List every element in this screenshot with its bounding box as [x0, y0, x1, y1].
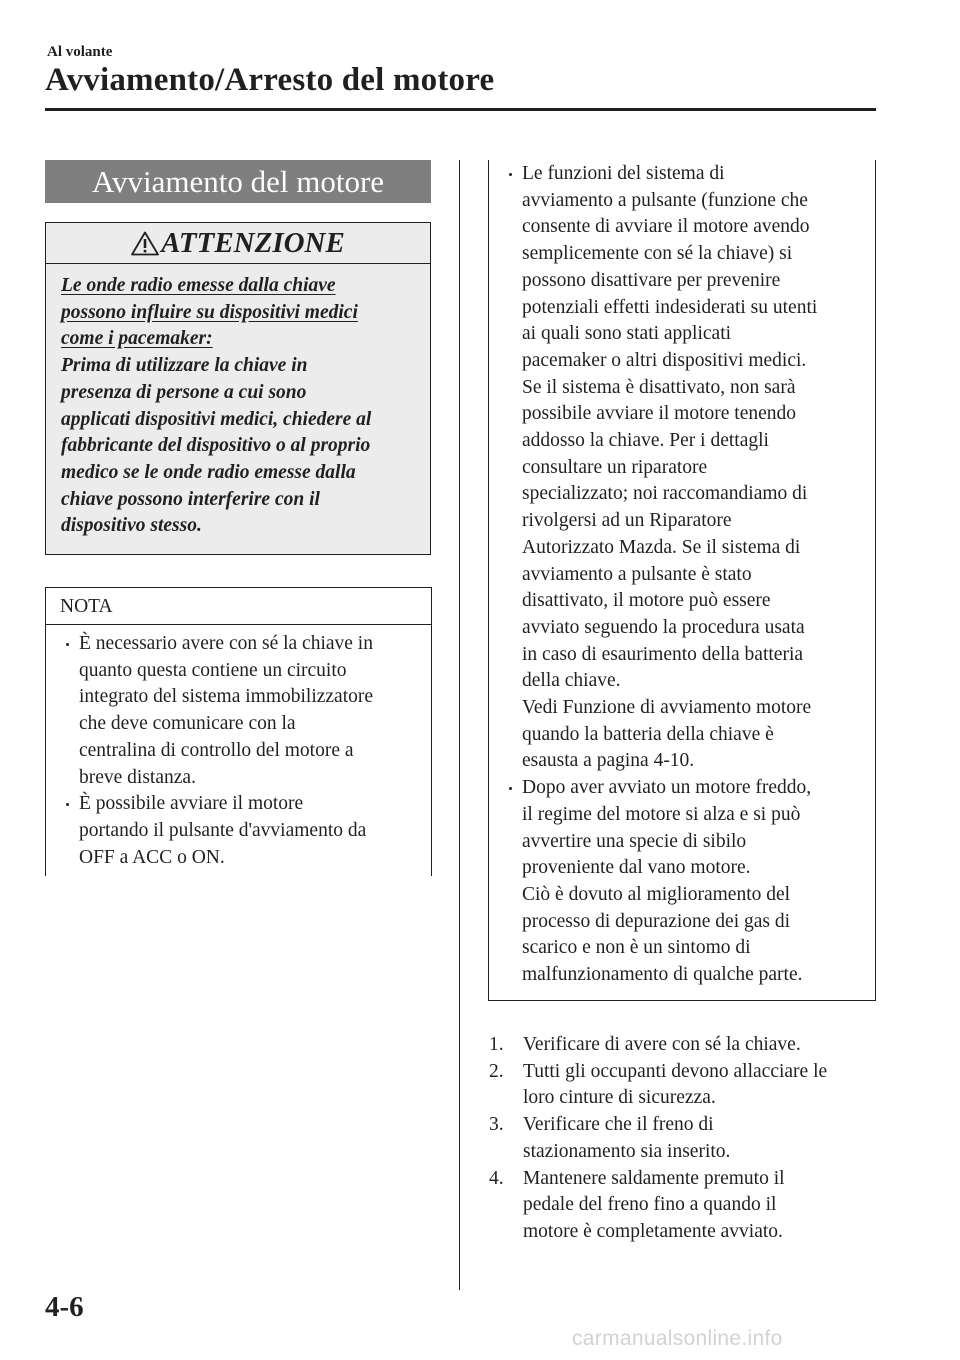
note-heading: [46, 588, 431, 625]
list-line: esausta a pagina 4-10.: [522, 750, 695, 772]
step-line: motore è completamente avviato.: [523, 1220, 783, 1242]
list-line: possibile avviare il motore tenendo: [522, 403, 797, 425]
warning-triangle-icon: [131, 231, 159, 256]
warning-line: Le onde radio emesse dalla chiave: [61, 275, 336, 296]
list-line: che deve comunicare con la: [79, 713, 296, 735]
step-line: pedale del freno fino a quando il: [523, 1194, 777, 1216]
list-line: possono disattivare per prevenire: [522, 269, 781, 291]
step-line: Verificare di avere con sé la chiave.: [523, 1034, 801, 1055]
list-line: integrato del sistema immobilizzatore: [79, 686, 374, 708]
warning-line: dispositivo stesso.: [61, 515, 202, 537]
warning-heading: [46, 223, 430, 264]
step-item: [489, 1166, 879, 1246]
step-number: 1.: [489, 1034, 504, 1055]
list-item: [493, 775, 871, 989]
warning-line: Prima di utilizzare la chiave in: [61, 355, 308, 377]
list-line: pacemaker o altri dispositivi medici.: [522, 349, 807, 371]
warning-line: presenza di persone a cui sono: [61, 381, 307, 403]
list-line: consultare un riparatore: [522, 456, 708, 478]
list-item: [493, 161, 871, 775]
page-number: 4-6: [45, 1291, 84, 1323]
chapter-label: Al volante: [47, 44, 113, 60]
list-line: È possibile avviare il motore: [79, 793, 304, 815]
list-line: avviamento a pulsante (funzione che: [522, 189, 808, 211]
note-box-continued: [488, 160, 876, 1001]
list-line: disattivato, il motore può essere: [522, 590, 771, 612]
list-line: Se il sistema è disattivato, non sarà: [522, 376, 796, 398]
list-line: avviato seguendo la procedura usata: [522, 616, 805, 638]
column-divider: [459, 160, 460, 1290]
list-line: OFF a ACC o ON.: [79, 846, 225, 868]
list-line: breve distanza.: [79, 766, 196, 788]
list-line: centralina di controllo del motore a: [79, 739, 354, 761]
warning-line: applicati dispositivi medici, chiedere al: [61, 408, 372, 430]
list-line: Dopo aver avviato un motore freddo,: [522, 777, 812, 799]
step-line: loro cinture di sicurezza.: [523, 1087, 716, 1109]
list-line: potenziali effetti indesiderati su utenti: [522, 296, 818, 318]
procedure-steps: [489, 1032, 879, 1246]
step-number: 4.: [489, 1167, 504, 1189]
list-line: portando il pulsante d'avviamento da: [79, 819, 367, 841]
list-item: [50, 631, 426, 791]
list-line: È necessario avere con sé la chiave in: [79, 633, 373, 654]
step-item: [489, 1032, 879, 1059]
list-line: Autorizzato Mazda. Se il sistema di: [522, 536, 801, 558]
list-line: quanto questa contiene un circuito: [79, 659, 347, 681]
list-line: addosso la chiave. Per i dettagli: [522, 430, 769, 452]
list-line: Ciò è dovuto al miglioramento del: [522, 883, 791, 905]
warning-heading-text: ATTENZIONE: [161, 227, 345, 259]
list-line: il regime del motore si alza e si può: [522, 803, 801, 825]
note-box: [45, 587, 432, 876]
step-line: Verificare che il freno di: [523, 1114, 714, 1136]
list-line: malfunzionamento di qualche parte.: [522, 964, 803, 986]
list-line: semplicemente con sé la chiave) si: [522, 243, 793, 265]
step-number: 3.: [489, 1114, 504, 1136]
page-title: Avviamento/Arresto del motore: [45, 62, 495, 98]
step-line: Tutti gli occupanti devono allacciare le: [523, 1060, 828, 1082]
list-item: [50, 791, 426, 871]
list-line: della chiave.: [522, 670, 621, 692]
list-line: in caso di esaurimento della batteria: [522, 643, 804, 665]
warning-line: chiave possono interferire con il: [61, 488, 320, 510]
warning-line: possono influire su dispositivi medici: [61, 301, 358, 323]
warning-line: medico se le onde radio emesse dalla: [61, 461, 356, 483]
warning-line: fabbricante del dispositivo o al proprio: [61, 435, 371, 457]
step-line: stazionamento sia inserito.: [523, 1140, 731, 1162]
watermark: carmanualsonline.info: [572, 1327, 783, 1350]
list-line: avvertire una specie di sibilo: [522, 830, 747, 852]
note-list: [493, 161, 871, 989]
list-line: avviamento a pulsante è stato: [522, 563, 752, 585]
note-list: [50, 631, 426, 871]
list-line: rivolgersi ad un Riparatore: [522, 510, 732, 532]
warning-line: come i pacemaker:: [61, 328, 213, 350]
list-line: Vedi Funzione di avviamento motore: [522, 697, 812, 719]
list-line: Le funzioni del sistema di: [522, 163, 725, 184]
warning-text: [61, 273, 423, 540]
step-item: [489, 1059, 879, 1112]
step-line: Mantenere saldamente premuto il: [523, 1167, 785, 1189]
header-divider: [45, 108, 876, 111]
section-title: Avviamento del motore: [45, 160, 431, 203]
step-number: 2.: [489, 1060, 504, 1082]
step-item: [489, 1112, 879, 1165]
list-line: proveniente dal vano motore.: [522, 857, 751, 879]
list-line: processo di depurazione dei gas di: [522, 910, 791, 932]
list-line: quando la batteria della chiave è: [522, 723, 774, 745]
warning-box: [45, 222, 431, 555]
list-line: ai quali sono stati applicati: [522, 323, 732, 345]
note-heading-text: NOTA: [60, 596, 113, 617]
list-line: consente di avviare il motore avendo: [522, 216, 810, 238]
list-line: specializzato; noi raccomandiamo di: [522, 483, 808, 505]
list-line: scarico e non è un sintomo di: [522, 937, 751, 959]
